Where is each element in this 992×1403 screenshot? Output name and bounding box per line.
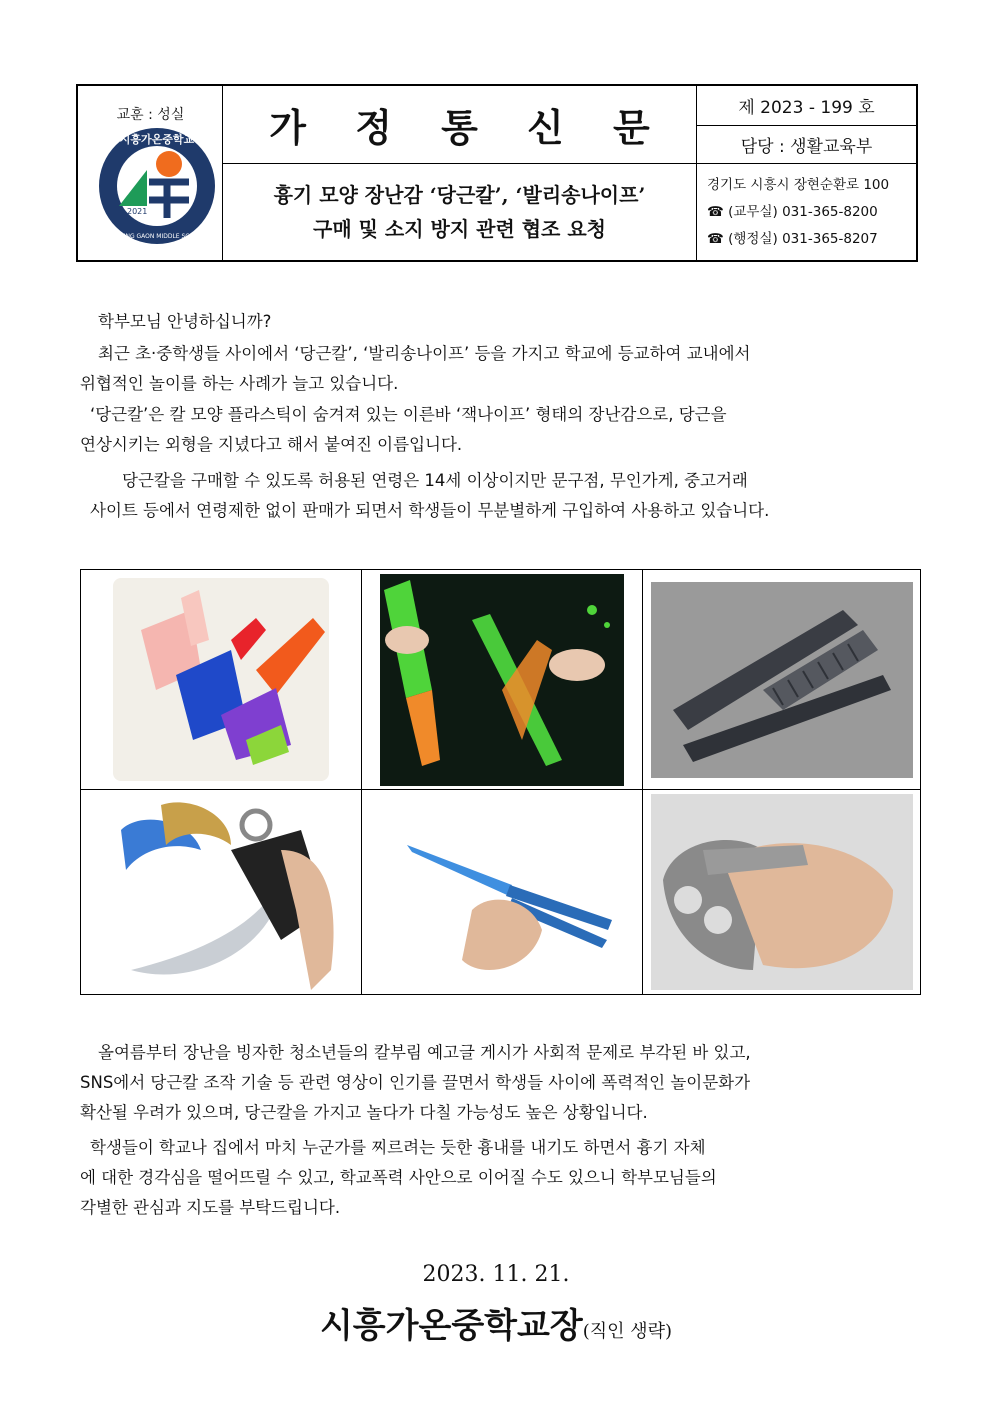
signature-line bbox=[0, 1298, 992, 1347]
logo-cell bbox=[78, 86, 223, 260]
newsletter-header bbox=[76, 84, 918, 262]
paragraph-request bbox=[80, 1133, 916, 1223]
svg-text:시흥가온중학교: 시흥가온중학교 bbox=[119, 133, 195, 146]
text-line: 에 대한 경각심을 떨어뜨릴 수 있고, 학교폭력 사안으로 이어질 수도 있으니 학부모님들의 bbox=[80, 1168, 717, 1187]
text-line: ‘당근칼’은 칼 모양 플라스틱이 숨겨져 있는 이른바 ‘잭나이프’ 형태의 장난감으로, 당근을 bbox=[90, 405, 727, 424]
text-line: 연상시키는 외형을 지녔다고 해서 붙여진 이름입니다. bbox=[80, 435, 463, 454]
butterfly-comb-photo bbox=[643, 570, 920, 789]
text-line: 위협적인 놀이를 하는 사례가 늘고 있습니다. bbox=[80, 374, 399, 393]
brass-knuckles-photo bbox=[643, 790, 920, 994]
text-line: 올여름부터 장난을 빙자한 청소년들의 칼부림 예고글 게시가 사회적 문제로 부각된 바 있고, bbox=[98, 1043, 751, 1062]
carrot-knife-toys-photo bbox=[81, 570, 361, 789]
karambit-knives-photo bbox=[81, 790, 361, 994]
subject-line-1: 흉기 모양 장난감 ‘당근칼’, ‘발리송나이프’ bbox=[273, 183, 646, 207]
text-line: 학생들이 학교나 집에서 마치 누군가를 찌르려는 듯한 흉내를 내기도 하면서 흉기 자체 bbox=[90, 1138, 706, 1157]
text-line: SNS에서 당근칼 조작 기술 등 관련 영상이 인기를 끌면서 학생들 사이에 폭력적인 놀이문화가 bbox=[80, 1073, 751, 1092]
svg-text:2021: 2021 bbox=[127, 207, 148, 216]
paragraph-definition bbox=[80, 400, 916, 460]
school-motto: 교훈 : 성실 bbox=[116, 107, 185, 123]
balisong-knife-photo bbox=[362, 790, 642, 994]
phone-admin-line bbox=[707, 226, 916, 253]
phone-office-number: 031-365-8200 bbox=[782, 203, 878, 220]
paragraph-intro bbox=[80, 339, 916, 399]
telephone-icon: ☎ bbox=[707, 203, 724, 220]
phone-admin-number: 031-365-8207 bbox=[782, 230, 878, 247]
paragraph-age-limit bbox=[80, 466, 916, 526]
principal-title: 시흥가온중학교장 bbox=[319, 1306, 583, 1346]
text-line: 사이트 등에서 연령제한 없이 판매가 되면서 학생들이 무분별하게 구입하여 사용하고 있습니다. bbox=[90, 501, 770, 520]
svg-text:SIHEUNG GAON MIDDLE SCHOOL: SIHEUNG GAON MIDDLE SCHOOL bbox=[107, 233, 207, 240]
subject-cell bbox=[223, 164, 697, 260]
text-line: 최근 초·중학생들 사이에서 ‘당근칼’, ‘발리송나이프’ 등을 가지고 학교에 등교하여 교내에서 bbox=[98, 344, 751, 363]
subject-line-2: 구매 및 소지 방지 관련 협조 요청 bbox=[313, 217, 606, 241]
text-line: 확산될 우려가 있으며, 당근칼을 가지고 놀다가 다칠 가능성도 높은 상황입니다. bbox=[80, 1103, 648, 1122]
text-line: 당근칼을 구매할 수 있도록 허용된 연령은 14세 이상이지만 문구점, 무인가게, 중고거래 bbox=[122, 471, 748, 490]
school-emblem-icon bbox=[97, 126, 223, 252]
issue-number: 제 2023 - 199 호 bbox=[697, 86, 916, 126]
school-address: 경기도 시흥시 장현순환로 100 bbox=[707, 176, 890, 193]
seal-omitted-note: (직인 생략) bbox=[582, 1321, 673, 1342]
department-in-charge: 담당 : 생활교육부 bbox=[697, 126, 916, 164]
text-line: 각별한 관심과 지도를 부탁드립니다. bbox=[80, 1198, 341, 1217]
photo-grid bbox=[80, 569, 921, 995]
telephone-icon: ☎ bbox=[707, 230, 724, 247]
title-cell bbox=[223, 86, 697, 164]
issue-date: 2023. 11. 21. bbox=[422, 1262, 570, 1287]
carrot-knife-in-hands-photo bbox=[362, 570, 642, 789]
greeting-paragraph bbox=[80, 307, 916, 337]
phone-office-line bbox=[707, 199, 916, 226]
text-line: 학부모님 안녕하십니까? bbox=[98, 312, 272, 331]
phone-office-label: (교무실) bbox=[728, 203, 778, 220]
phone-admin-label: (행정실) bbox=[728, 230, 778, 247]
newsletter-title: 가 정 통 신 문 bbox=[269, 105, 668, 150]
paragraph-social-issue bbox=[80, 1038, 916, 1128]
contact-cell bbox=[697, 164, 916, 260]
